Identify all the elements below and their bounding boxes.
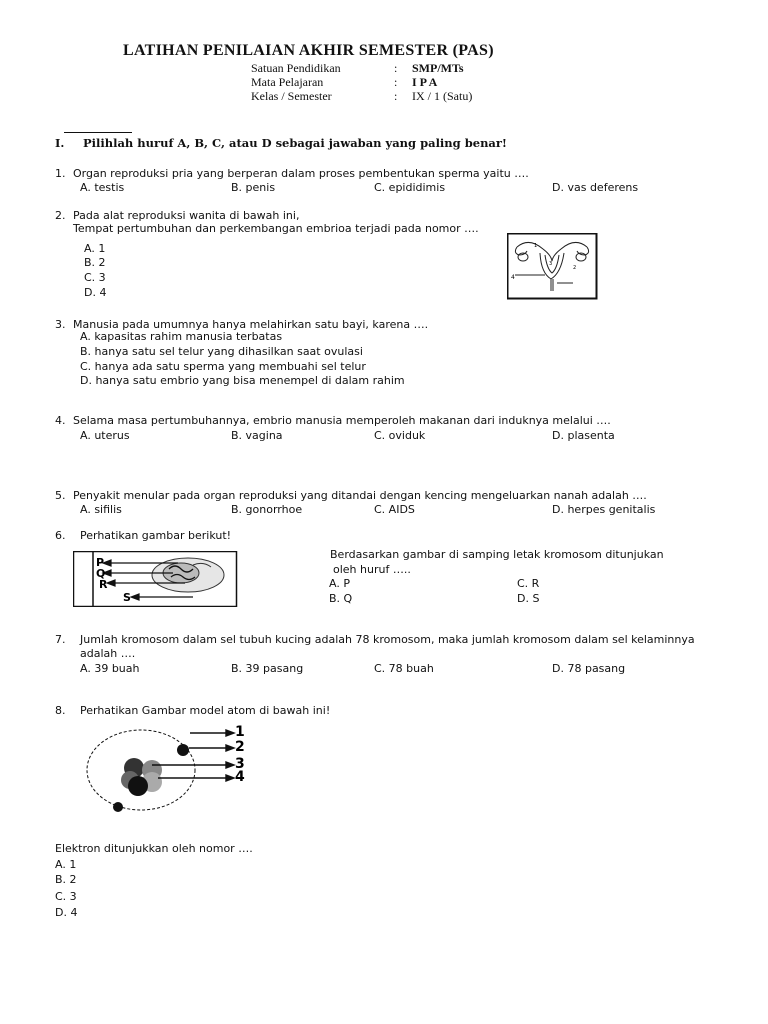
option-b[interactable]: B. 39 pasang — [231, 662, 304, 675]
option-a[interactable]: A. P — [329, 577, 350, 590]
question-number: 8. — [55, 704, 66, 717]
section-underline — [64, 132, 132, 133]
cell-nucleus-figure — [73, 551, 238, 607]
question-text-2: adalah …. — [80, 647, 136, 660]
female-reproductive-figure — [507, 233, 598, 300]
question-side-text-2: oleh huruf ….. — [333, 563, 411, 576]
option-b[interactable]: B. hanya satu sel telur yang dihasilkan saat ovulasi — [80, 345, 363, 358]
question-text: Manusia pada umumnya hanya melahirkan satu bayi, karena …. — [73, 318, 429, 331]
option-d[interactable]: D. 4 — [55, 906, 78, 919]
meta-label-subject: Mata Pelajaran — [251, 75, 324, 89]
question-side-text: Berdasarkan gambar di samping letak kromosom ditunjukan — [330, 548, 664, 561]
option-a[interactable]: A. 1 — [84, 242, 106, 255]
question-number: 2. — [55, 209, 66, 222]
cell-label-p: P — [96, 556, 105, 569]
option-c[interactable]: C. 3 — [55, 890, 77, 903]
question-text: Jumlah kromosom dalam sel tubuh kucing adalah 78 kromosom, maka jumlah kromosom dalam sel kelaminnya — [80, 633, 695, 646]
question-text-2: Tempat pertumbuhan dan perkembangan embrioa terjadi pada nomor …. — [73, 222, 479, 235]
section-instruction: Pilihlah huruf A, B, C, atau D sebagai jawaban yang paling benar! — [83, 136, 507, 150]
atom-label-3: 3 — [235, 756, 245, 772]
option-d[interactable]: D. hanya satu embrio yang bisa menempel di dalam rahim — [80, 374, 405, 387]
option-a[interactable]: A. uterus — [80, 429, 130, 442]
question-text: Perhatikan gambar berikut! — [80, 529, 232, 542]
question-number: 6. — [55, 529, 66, 542]
svg-text:4: 4 — [511, 274, 515, 281]
meta-value-subject: I P A — [412, 75, 438, 89]
question-text: Selama masa pertumbuhannya, embrio manusia memperoleh makanan dari induknya melalui …. — [73, 414, 611, 427]
cell-label-r: R — [99, 578, 108, 591]
option-d[interactable]: D. S — [517, 592, 540, 605]
meta-sep: : — [394, 75, 398, 89]
atom-model-figure — [78, 720, 253, 815]
page-title: LATIHAN PENILAIAN AKHIR SEMESTER (PAS) — [123, 42, 494, 59]
option-b[interactable]: B. 2 — [84, 256, 106, 269]
option-b[interactable]: B. gonorrhoe — [231, 503, 303, 516]
option-b[interactable]: B. Q — [329, 592, 353, 605]
option-c[interactable]: C. 78 buah — [374, 662, 434, 675]
svg-text:3: 3 — [549, 261, 553, 267]
cell-label-q: Q — [96, 567, 106, 580]
option-b[interactable]: B. vagina — [231, 429, 283, 442]
atom-label-4: 4 — [235, 769, 245, 785]
option-c[interactable]: C. R — [517, 577, 540, 590]
question-number: 3. — [55, 318, 66, 331]
option-b[interactable]: B. 2 — [55, 873, 77, 886]
option-d[interactable]: D. 78 pasang — [552, 662, 626, 675]
option-a[interactable]: A. sifilis — [80, 503, 122, 516]
svg-text:2: 2 — [573, 265, 577, 271]
option-d[interactable]: D. vas deferens — [552, 181, 639, 194]
option-a[interactable]: A. testis — [80, 181, 125, 194]
option-d[interactable]: D. herpes genitalis — [552, 503, 656, 516]
option-b[interactable]: B. penis — [231, 181, 276, 194]
question-text: Perhatikan Gambar model atom di bawah ini! — [80, 704, 331, 717]
question-number: 4. — [55, 414, 66, 427]
meta-value-school: SMP/MTs — [412, 61, 464, 75]
section-number: I. — [55, 136, 65, 150]
meta-value-class: IX / 1 (Satu) — [412, 89, 473, 103]
option-a[interactable]: A. 1 — [55, 858, 77, 871]
atom-label-2: 2 — [235, 739, 245, 755]
cell-label-s: S — [123, 591, 131, 604]
meta-sep: : — [394, 89, 398, 103]
meta-sep: : — [394, 61, 398, 75]
question-text: Penyakit menular pada organ reproduksi yang ditandai dengan kencing mengeluarkan nanah adalah …. — [73, 489, 647, 502]
option-a[interactable]: A. 39 buah — [80, 662, 140, 675]
option-d[interactable]: D. plasenta — [552, 429, 615, 442]
meta-label-class: Kelas / Semester — [251, 89, 332, 103]
meta-label-school: Satuan Pendidikan — [251, 61, 341, 75]
question-text: Organ reproduksi pria yang berperan dalam proses pembentukan sperma yaitu …. — [73, 167, 529, 180]
option-c[interactable]: C. oviduk — [374, 429, 426, 442]
svg-text:1: 1 — [534, 243, 538, 249]
option-c[interactable]: C. epididimis — [374, 181, 446, 194]
question-text-2: Elektron ditunjukkan oleh nomor …. — [55, 842, 253, 855]
option-c[interactable]: C. AIDS — [374, 503, 415, 516]
option-c[interactable]: C. hanya ada satu sperma yang membuahi sel telur — [80, 360, 366, 373]
question-number: 7. — [55, 633, 66, 646]
question-text: Pada alat reproduksi wanita di bawah ini, — [73, 209, 300, 222]
option-c[interactable]: C. 3 — [84, 271, 106, 284]
option-a[interactable]: A. kapasitas rahim manusia terbatas — [80, 330, 283, 343]
question-number: 5. — [55, 489, 66, 502]
atom-label-1: 1 — [235, 724, 245, 740]
question-number: 1. — [55, 167, 66, 180]
option-d[interactable]: D. 4 — [84, 286, 107, 299]
